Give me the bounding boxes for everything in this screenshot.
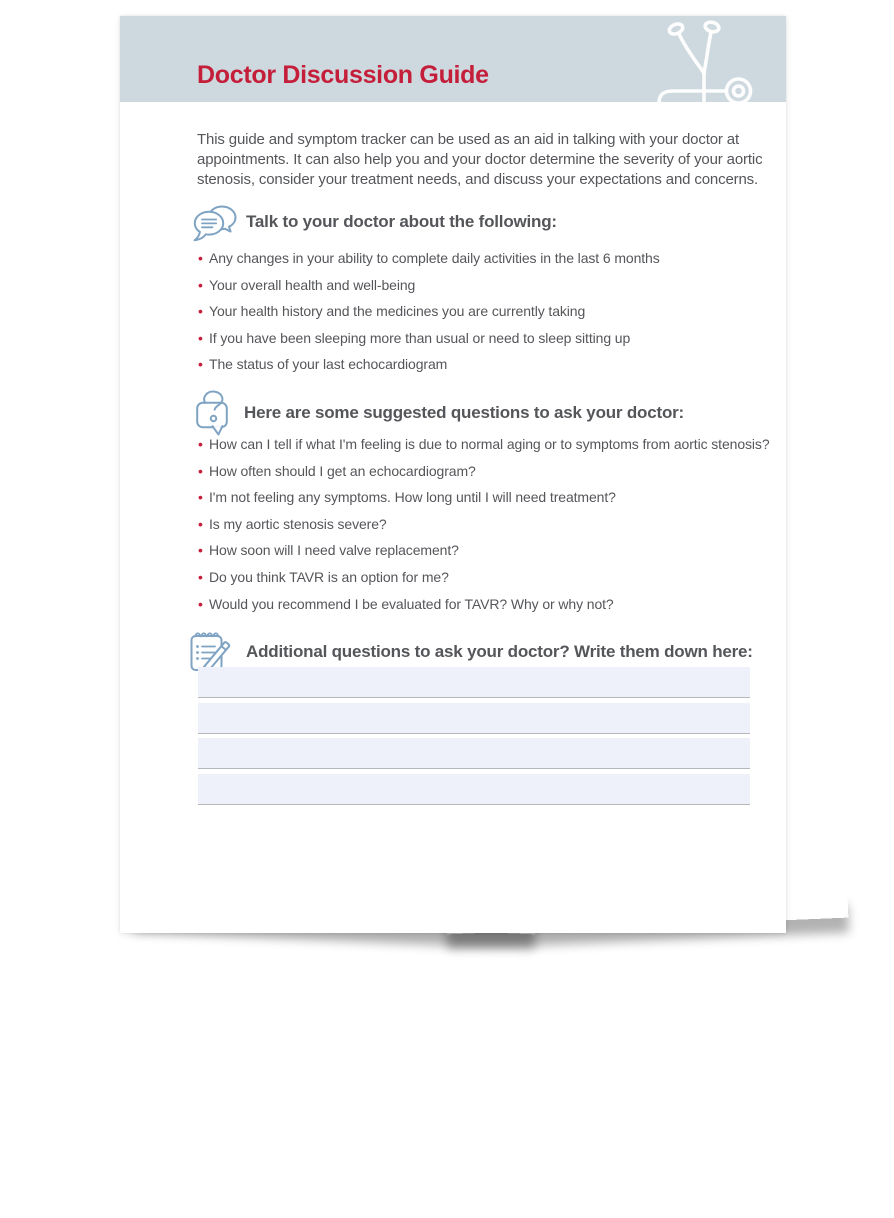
intro-paragraph: This guide and symptom tracker can be used as an aid in talking with your doctor at appointments. It can also help you and your doctor determine the severity of your aortic stenosis, consider your treatment needs, and discuss your expectations and concerns. bbox=[197, 131, 763, 188]
list-item: • How can I tell if what I'm feeling is due to normal aging or to symptoms from aortic stenosis? bbox=[198, 435, 828, 453]
list-item: • The status of your last echocardiogram bbox=[198, 355, 828, 373]
write-line[interactable] bbox=[198, 738, 750, 769]
question-bubble-icon bbox=[194, 390, 236, 436]
write-line[interactable] bbox=[198, 667, 750, 698]
list-item: • Would you recommend I be evaluated for TAVR? Why or why not? bbox=[198, 595, 828, 613]
section-heading-text: Talk to your doctor about the following: bbox=[246, 212, 557, 231]
list-item: • How often should I get an echocardiogram? bbox=[198, 462, 828, 480]
write-line[interactable] bbox=[198, 703, 750, 734]
write-lines-area bbox=[198, 667, 750, 809]
talk-bullet-list bbox=[198, 249, 828, 382]
section-heading-questions bbox=[194, 390, 684, 436]
section-heading-text: Here are some suggested questions to ask your doctor: bbox=[244, 403, 685, 422]
chat-bubbles-icon bbox=[192, 202, 238, 242]
section-heading-text: Additional questions to ask your doctor? Write them down here: bbox=[246, 642, 753, 661]
page-header bbox=[120, 16, 786, 102]
list-item: • Is my aortic stenosis severe? bbox=[198, 515, 828, 533]
list-item: • Your health history and the medicines you are currently taking bbox=[198, 302, 828, 320]
list-item: • If you have been sleeping more than usual or need to sleep sitting up bbox=[198, 329, 828, 347]
list-item: • Any changes in your ability to complete daily activities in the last 6 months bbox=[198, 249, 828, 267]
section-heading-talk bbox=[192, 202, 557, 242]
list-item: • Do you think TAVR is an option for me? bbox=[198, 568, 828, 586]
list-item: • I'm not feeling any symptoms. How long until I will need treatment? bbox=[198, 488, 828, 506]
list-item: • Your overall health and well-being bbox=[198, 276, 828, 294]
document-page bbox=[120, 16, 786, 933]
write-line[interactable] bbox=[198, 774, 750, 805]
list-item: • How soon will I need valve replacement? bbox=[198, 541, 828, 559]
stethoscope-icon bbox=[654, 20, 764, 102]
page-title: Doctor Discussion Guide bbox=[197, 61, 489, 89]
questions-bullet-list bbox=[198, 435, 828, 621]
